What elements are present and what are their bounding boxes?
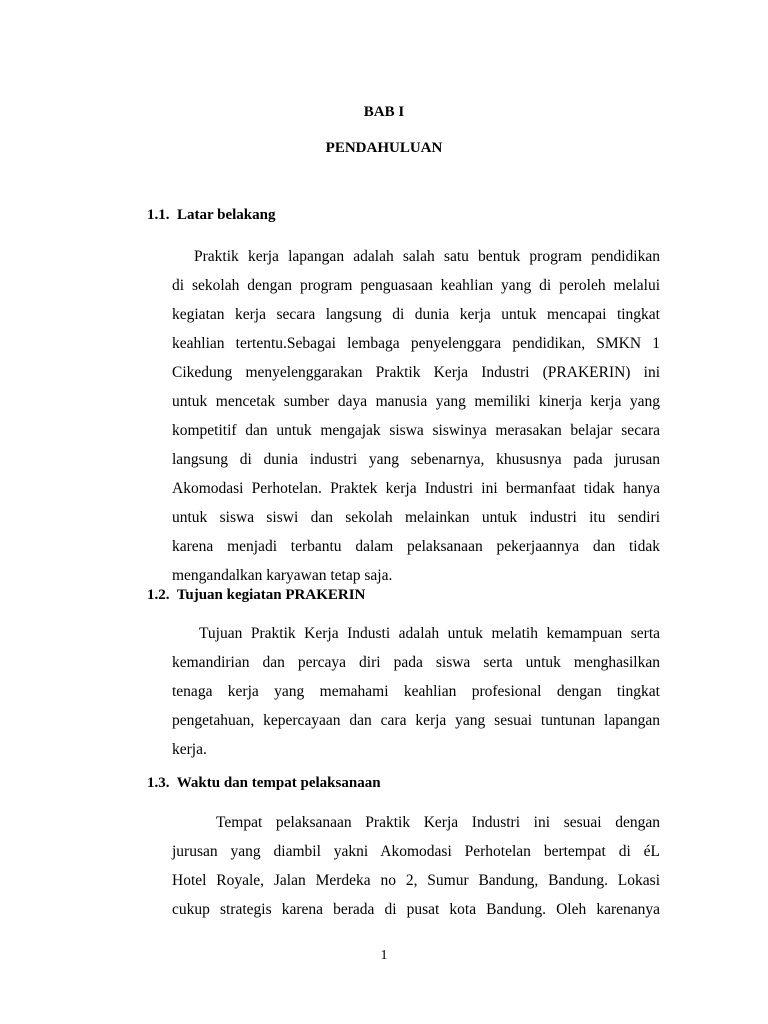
chapter-title: PENDAHULUAN bbox=[325, 140, 443, 156]
paragraph-line: untuk siswa siswi dan sekolah melainkan untuk industri itu sendiri bbox=[172, 509, 660, 526]
paragraph-line: Hotel Royale, Jalan Merdeka no 2, Sumur Bandung, Bandung. Lokasi bbox=[172, 872, 660, 889]
paragraph-line: tenaga kerja yang memahami keahlian profesional dengan tingkat bbox=[172, 683, 660, 700]
paragraph-line: kerja. bbox=[172, 741, 207, 758]
paragraph-line: cukup strategis karena berada di pusat kota Bandung. Oleh karenanya bbox=[172, 901, 660, 918]
paragraph-line: keahlian tertentu.Sebagai lembaga penyelenggara pendidikan, SMKN 1 bbox=[172, 335, 660, 352]
section-heading-latar-belakang: 1.1. Latar belakang bbox=[147, 207, 276, 223]
section-paragraph-latar-belakang bbox=[172, 242, 660, 590]
paragraph-line: Tempat pelaksanaan Praktik Kerja Industri ini sesuai dengan bbox=[216, 814, 660, 831]
paragraph-line: Tujuan Praktik Kerja Industi adalah untuk melatih kemampuan serta bbox=[199, 625, 660, 642]
paragraph-line: kegiatan kerja secara langsung di dunia kerja untuk mencapai tingkat bbox=[172, 306, 660, 323]
section-paragraph-tujuan-kegiatan bbox=[172, 619, 660, 764]
paragraph-line: pengetahuan, kepercayaan dan cara kerja yang sesuai tuntunan lapangan bbox=[172, 712, 660, 729]
paragraph-line: di sekolah dengan program penguasaan keahlian yang di peroleh melalui bbox=[172, 277, 660, 294]
section-heading-waktu-tempat: 1.3. Waktu dan tempat pelaksanaan bbox=[147, 775, 381, 791]
chapter-number: BAB I bbox=[363, 104, 405, 120]
paragraph-line: Akomodasi Perhotelan. Praktek kerja Industri ini bermanfaat tidak hanya bbox=[172, 480, 660, 497]
paragraph-line: mengandalkan karyawan tetap saja. bbox=[172, 567, 393, 584]
paragraph-line: kemandirian dan percaya diri pada siswa serta untuk menghasilkan bbox=[172, 654, 660, 671]
section-paragraph-waktu-tempat bbox=[172, 808, 660, 924]
paragraph-line: karena menjadi terbantu dalam pelaksanaan pekerjaannya dan tidak bbox=[172, 538, 660, 555]
page-number: 1 bbox=[380, 948, 388, 963]
paragraph-line: jurusan yang diambil yakni Akomodasi Perhotelan bertempat di éL bbox=[172, 843, 660, 860]
section-heading-tujuan-kegiatan: 1.2. Tujuan kegiatan PRAKERIN bbox=[147, 587, 366, 603]
paragraph-line: langsung di dunia industri yang sebenarnya, khususnya pada jurusan bbox=[172, 451, 660, 468]
paragraph-line: kompetitif dan untuk mengajak siswa siswinya merasakan belajar secara bbox=[172, 422, 660, 439]
paragraph-line: Cikedung menyelenggarakan Praktik Kerja Industri (PRAKERIN) ini bbox=[172, 364, 660, 381]
paragraph-line: Praktik kerja lapangan adalah salah satu bentuk program pendidikan bbox=[194, 248, 660, 265]
paragraph-line: untuk mencetak sumber daya manusia yang memiliki kinerja kerja yang bbox=[172, 393, 660, 410]
